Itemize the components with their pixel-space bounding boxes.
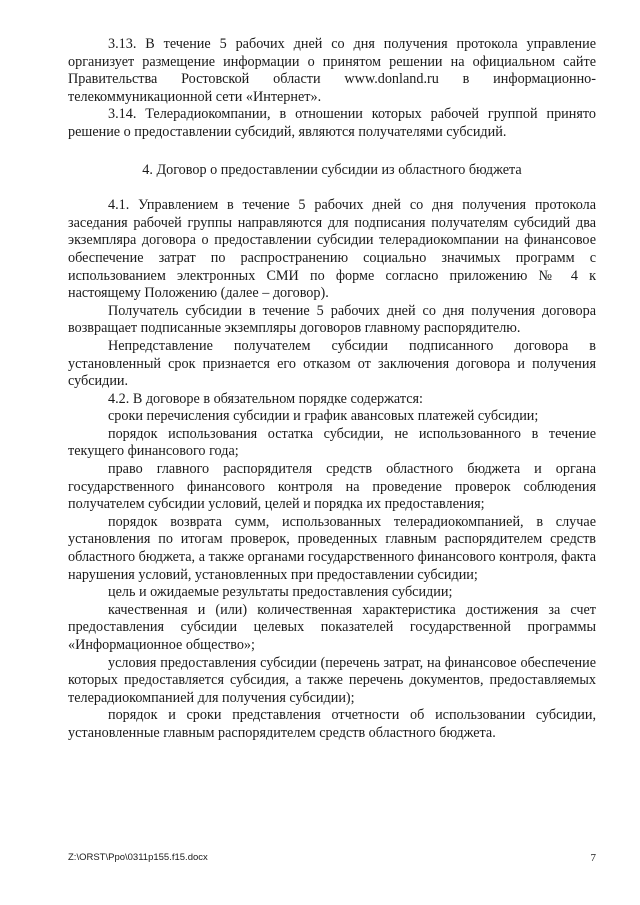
list-item-audit-right: право главного распорядителя средств областного бюджета и органа государственного финансового контроля на проведение проверок соблюдения получателем субсидии условий, целей и порядка их предоставления; xyxy=(68,461,596,513)
section-heading: 4. Договор о предоставлении субсидии из областного бюджета xyxy=(142,161,522,178)
list-item-conditions: условия предоставления субсидии (перечень затрат, на финансовое обеспечение которых предоставляется субсидия, а также перечень документов, предоставляемых телерадиокомпанией для получения субсидии); xyxy=(68,654,596,706)
list-item-indicators: качественная и (или) количественная характеристика достижения за счет предоставления субсидии целевых показателей государственной программы «Информационное общество»; xyxy=(68,601,596,653)
page-number: 7 xyxy=(590,852,596,864)
paragraph-4-1: 4.1. Управлением в течение 5 рабочих дней со дня получения протокола заседания рабочей группы направляются для подписания получателям субсидий два экземпляра договора о предоставлении субсидии телерадиокомпании на финансовое обеспечение затрат по распространению социально значимых программ с использованием электронных СМИ по форме согласно приложению № 4 к настоящему Положению (далее – договор). xyxy=(68,197,596,302)
paragraph-non-submission: Непредставление получателем субсидии подписанного договора в установленный срок признается его отказом от заключения договора и получения субсидии. xyxy=(68,337,596,390)
list-item-payment-terms: сроки перечисления субсидии и график авансовых платежей субсидии; xyxy=(108,408,539,425)
list-item-purpose-results: цель и ожидаемые результаты предоставления субсидии; xyxy=(108,584,453,601)
paragraph-return-contract: Получатель субсидии в течение 5 рабочих дней со дня получения договора возвращает подписанные экземпляры договоров главному распорядителю. xyxy=(68,302,596,337)
list-item-reporting: порядок и сроки представления отчетности об использовании субсидии, установленные главным распорядителем средств областного бюджета. xyxy=(68,707,596,741)
footer-file-path: Z:\ORST\Ppo\0311p155.f15.docx xyxy=(68,852,208,863)
paragraph-3-13: 3.13. В течение 5 рабочих дней со дня получения протокола управление организует размещение информации о принятом решении на официальном сайте Правительства Ростовской области www.donland.ru в информационно-телекоммуникационной сети «Интернет». xyxy=(68,36,596,105)
paragraph-4-2: 4.2. В договоре в обязательном порядке содержатся: xyxy=(108,390,423,407)
list-item-remaining-balance: порядок использования остатка субсидии, не использованного в течение текущего финансового года; xyxy=(68,425,596,460)
list-item-refund-procedure: порядок возврата сумм, использованных телерадиокомпанией, в случае установления по итогам проверок, проведенных главным распорядителем средств областного бюджета, а также органами государственного финансового контроля, факта нарушения условий, установленных при предоставлении субсидии; xyxy=(68,513,596,583)
document-page xyxy=(68,36,596,743)
paragraph-3-14: 3.14. Телерадиокомпании, в отношении которых рабочей группой принято решение о предоставлении субсидий, являются получателями субсидий. xyxy=(68,106,596,140)
